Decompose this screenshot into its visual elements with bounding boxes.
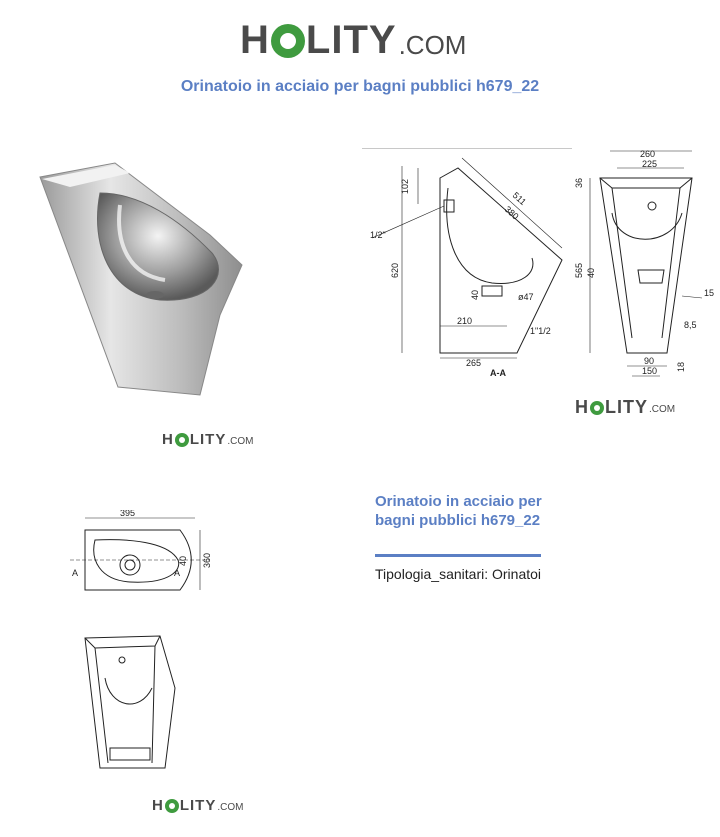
- logo-letter-h: H: [240, 18, 270, 62]
- holity-logo-small: H LITY .COM: [162, 431, 254, 448]
- dim-380: 380: [502, 204, 521, 222]
- dim-511: 511: [510, 190, 529, 208]
- dim-150: 150: [642, 366, 658, 376]
- logo-ring-icon: [590, 401, 604, 415]
- holity-logo[interactable]: [240, 18, 466, 63]
- dim-85: 8,5: [684, 320, 697, 330]
- holity-logo-drawing: H LITY .COM: [575, 397, 676, 417]
- logo-ring-icon: [165, 799, 179, 813]
- dim-102: 102: [400, 178, 410, 194]
- logo-ring-icon: [175, 433, 189, 447]
- logo-ring-icon: [271, 24, 305, 58]
- product-photo: [30, 125, 250, 400]
- dim-40-front: 40: [586, 267, 596, 278]
- dim-265: 265: [466, 358, 482, 368]
- holity-logo-bottom: H LITY .COM: [152, 797, 244, 814]
- dim-40-top: 40: [178, 555, 188, 566]
- dim-90: 90: [644, 356, 655, 366]
- dim-inch-half: 1"1/2: [530, 326, 551, 336]
- title-underline: [375, 554, 541, 557]
- typology-label: Tipologia_sanitari: Orinatoi: [375, 566, 542, 582]
- side-section-drawing: [362, 148, 572, 378]
- dim-40: 40: [470, 289, 480, 300]
- dim-260: 260: [640, 149, 656, 159]
- top-view-drawing: [70, 510, 220, 610]
- dim-47: ø47: [518, 292, 534, 302]
- dim-15: 15: [704, 288, 715, 298]
- dim-565: 565: [574, 262, 584, 278]
- logo-domain: .COM: [398, 30, 467, 60]
- dim-18: 18: [676, 361, 686, 372]
- page-title: Orinatoio in acciaio per bagni pubblici h679_22: [180, 78, 540, 95]
- cutaway-sketch: [80, 628, 180, 773]
- dim-620: 620: [390, 262, 400, 278]
- dim-395: 395: [120, 510, 136, 518]
- logo-letters: LITY: [305, 18, 397, 62]
- dim-210: 210: [457, 316, 473, 326]
- dim-225: 225: [642, 159, 658, 169]
- front-elevation-drawing: [572, 148, 720, 378]
- section-mark-left: A: [72, 568, 79, 578]
- product-title: Orinatoio in acciaio per bagni pubblici h679_22: [375, 493, 542, 529]
- section-mark-right: A: [174, 568, 181, 578]
- dim-360: 360: [202, 552, 212, 568]
- dim-36: 36: [574, 177, 584, 188]
- dim-half-inch: 1/2": [370, 230, 386, 240]
- section-label: A-A: [490, 368, 506, 378]
